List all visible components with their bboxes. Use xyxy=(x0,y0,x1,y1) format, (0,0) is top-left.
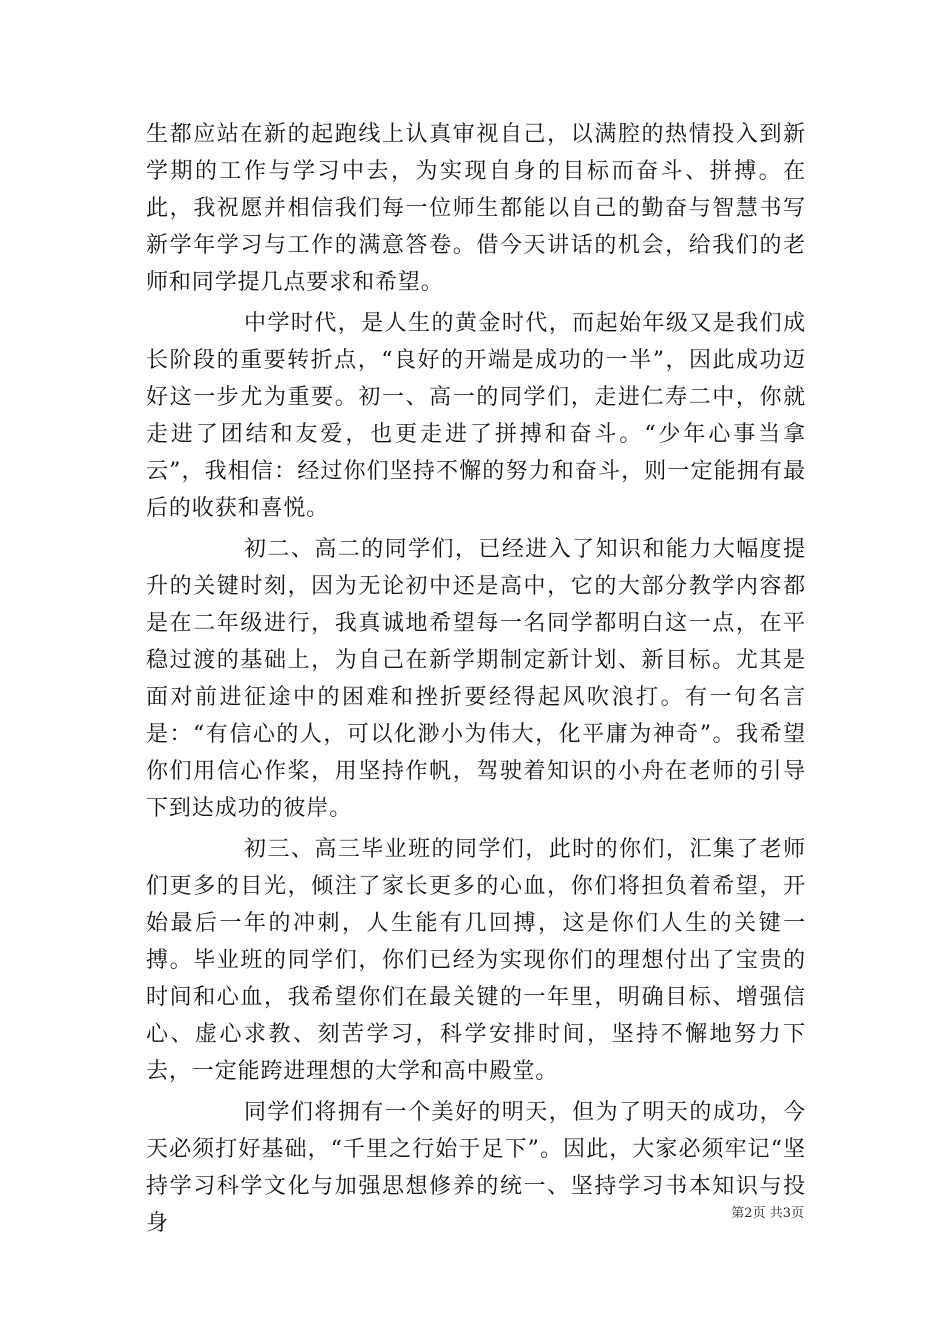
footer-suffix: 页 xyxy=(790,1206,804,1221)
paragraph-2: 中学时代，是人生的黄金时代，而起始年级又是我们成长阶段的重要转折点，“良好的开端是成功的一半”，因此成功迈好这一步尤为重要。初一、高一的同学们，走进仁寿二中，你就走进了团结和友爱，也更走进了拼搏和奋斗。“少年心事当拿云”，我相信：经过你们坚持不懈的努力和奋斗，则一定能拥有最后的收获和喜悦。 xyxy=(146,311,806,521)
footer-middle: 页 共 xyxy=(752,1206,783,1221)
paragraph-1: 生都应站在新的起跑线上认真审视自己，以满腔的热情投入到新学期的工作与学习中去，为实现自身的目标而奋斗、拼搏。在此，我祝愿并相信我们每一位师生都能以自己的勤奋与智慧书写新学年学习与工作的满意答卷。借今天讲话的机会，给我们的老师和同学提几点要求和希望。 xyxy=(146,122,806,295)
paragraph-3: 初二、高二的同学们，已经进入了知识和能力大幅度提升的关键时刻，因为无论初中还是高中，它的大部分教学内容都是在二年级进行，我真诚地希望每一名同学都明白这一点，在平稳过渡的基础上，为自己在新学期制定新计划、新目标。尤其是面对前进征途中的困难和挫折要经得起风吹浪打。有一句名言是：“有信心的人，可以化渺小为伟大，化平庸为神奇”。我希望你们用信心作桨，用坚持作帆，驾驶着知识的小舟在老师的引导下到达成功的彼岸。 xyxy=(146,537,806,821)
paragraph-4: 初三、高三毕业班的同学们，此时的你们，汇集了老师们更多的目光，倾注了家长更多的心血，你们将担负着希望，开始最后一年的冲刺，人生能有几回搏，这是你们人生的关键一搏。毕业班的同学们，你们已经为实现你们的理想付出了宝贵的时间和心血，我希望你们在最关键的一年里，明确目标、增强信心、虚心求教、刻苦学习，科学安排时间，坚持不懈地努力下去，一定能跨进理想的大学和高中殿堂。 xyxy=(146,837,806,1084)
paragraph-5: 同学们将拥有一个美好的明天，但为了明天的成功，今天必须打好基础，“千里之行始于足下”。因此，大家必须牢记“坚持学习科学文化与加强思想修养的统一、坚持学习书本知识与投身 xyxy=(146,1100,806,1236)
page-footer xyxy=(0,1205,950,1223)
footer-page-number: 2 xyxy=(744,1206,753,1221)
footer-prefix: 第 xyxy=(731,1206,745,1221)
document-body xyxy=(146,116,806,1246)
footer-total-pages: 3 xyxy=(782,1206,791,1221)
